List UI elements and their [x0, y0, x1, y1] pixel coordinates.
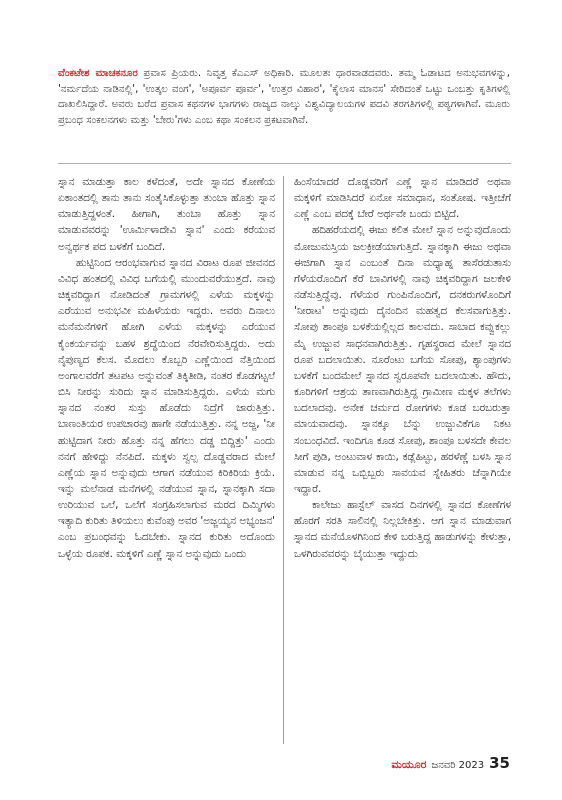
article-column-left — [58, 174, 275, 747]
paragraph: ಹದಿಹರೆಯದಲ್ಲಿ ಈಜು ಕಲಿತ ಮೇಲೆ ಸ್ನಾನ ಅನ್ನುವುದೊಂದು ಮೋಜುಮಸ್ತಿಯ ಜಲಕ್ರೀಡೆಯಾಗುತ್ತಿದೆ. ಸ್ನಾನಕ್ಕಾಗಿ ಈಜು ಅಥವಾ ಈಜಿಗಾಗಿ ಸ್ನಾನ ಎಂಬಂತೆ ದಿನಾ ಮಧ್ಯಾಹ್ನ ತಾಸೆರಡುತಾಸು ಗೆಳೆಯರೊಂದಿಗೆ ಕೆರೆ ಬಾವಿಗಳಲ್ಲಿ ನಾವು ಚಿಕ್ಕವರಿದ್ದಾಗ ಜಲಕೇಳಿ ನಡೆಸುತ್ತಿದ್ದೆವು. ಗೆಳೆಯರ ಗುಂಪಿನೊಂದಿಗೆ, ದನಕರುಗಳೊಂದಿಗೆ 'ನೀರಾಟ' ಅನ್ನುವುದು ದೈನಂದಿನ ಮಹತ್ವದ ಕೆಲಸವಾಗುತ್ತಿತ್ತು. ಸೋಪು ಶಾಂಪೂ ಬಳಕೆಯಲ್ಲಿಲ್ಲದ ಕಾಲವದು. ಸಾಬಾದ ಕವ್ವುಕಲ್ಲು ಮೈ ಉಜ್ಜುವ ಸಾಧನವಾಗಿರುತ್ತಿತ್ತು. ಗೃಹಸ್ಥರಾದ ಮೇಲೆ ಸ್ನಾನದ ರೂಪ ಬದಲಾಯಿತು. ನೂರೆಂಟು ಬಗೆಯ ಸೋಪು, ಶ್ಯಾಂಪುಗಳು ಬಳಕೆಗೆ ಬಂದಮೇಲೆ ಸ್ನಾನದ ಸ್ವರೂಪವೇ ಬದಲಾಯಿತು. ಹೌದು, ಕೂರಿಗಳಿಗೆ ಆಶ್ರಯ ತಾಣವಾಗಿರುತ್ತಿದ್ದ ಗ್ರಾಮೀಣ ಮಕ್ಕಳ ತಲೆಗಳು ಬದಲಾದವು. ಅನೇಕ ಚರ್ಮದ ರೋಗಗಳು ಕೂಡ ಬರಬರುತ್ತಾ ಮಾಯವಾದವು. ಸ್ನಾನಕ್ಕೂ ಬೆನ್ನು ಉಜ್ಜುವಿಕೆಗೂ ನಿಕಟ ಸಂಬಂಧವಿದೆ. ಇಂದಿಗೂ ಕೂಡ ಸೋಪು, ಶಾಂಪೂ ಬಳಸದೇ ಕೇವಲ ಸೀಗೆ ಪುಡಿ, ಅಂಟುವಾಳ ಕಾಯಿ, ಕಡ್ಲೆಹಿಟ್ಟು, ಹರಳೆಣ್ಣೆ ಬಳಸಿ ಸ್ನಾನ ಮಾಡುವ ನನ್ನ ಒಬ್ಬಿಬ್ಬರು ಸಾವಯವ ಸ್ನೇಹಿತರು ಚೆನ್ನಾಗಿಯೇ ಇದ್ದಾರೆ. — [294, 224, 511, 495]
issue-date: ಜನವರಿ 2023 — [431, 760, 485, 771]
paragraph: ಸ್ನಾನ ಮಾಡುತ್ತಾ ಕಾಲ ಕಳೆದಂತೆ, ಅದೇ ಸ್ನಾನದ ಕೋಣೆಯ ಏಕಾಂತದಲ್ಲಿ ತಾನು ತಾನು ಸಂತೈಸಿಕೊಳ್ಳುತ್ತಾ ತುಂಬಾ ಹೊತ್ತು ಸ್ನಾನ ಮಾಡುತ್ತಿದ್ದಳಂತೆ. ಹೀಗಾಗಿ, ತುಂಬಾ ಹೊತ್ತು ಸ್ನಾನ ಮಾಡುವವರನ್ನು 'ಊರ್ಮಿಳಾದೇವಿ ಸ್ನಾನ' ಎಂದು ಕರೆಯುವ ಅನ್ವರ್ಥಕ ಪದ ಬಳಕೆಗೆ ಬಂದಿದೆ. — [58, 176, 275, 253]
author-bio — [58, 66, 510, 162]
paragraph: ಕಾಲೇಜು ಹಾಸ್ಟೆಲ್ ವಾಸದ ದಿನಗಳಲ್ಲಿ ಸ್ನಾನದ ಕೋಣೆಗಳ ಹೊರಗೆ ಸರತಿ ಸಾಲಿನಲ್ಲಿ ನಿಲ್ಲಬೇಕಿತ್ತು. ಆಗ ಸ್ನಾನ ಮಾಡುವಾಗ ಸ್ನಾನದ ಮನೆಯೊಳಗಿನಿಂದ ಕೇಳಿ ಬರುತ್ತಿದ್ದ ಹಾಡುಗಳನ್ನು ಕೇಳುತ್ತಾ, ಒಳಗಿರುವವರನ್ನು ಬೈಯುತ್ತಾ ಇದ್ದುದು — [294, 499, 511, 560]
author-name: ವೆಂಕಟೇಶ ಮಾಚಕನೂರ — [58, 68, 138, 79]
article-column-right — [294, 174, 511, 747]
author-bio-text: ಪ್ರವಾಸ ಪ್ರಿಯರು. ನಿವೃತ್ತ ಕೆಎಎಸ್ ಅಧಿಕಾರಿ. ಮೂಲತಃ ಧಾರವಾಡದವರು. ತಮ್ಮ ಓಡಾಟದ ಅನುಭವಗಳನ್ನು, 'ನರ್ಮದೆಯ ನಾಡಿನಲ್ಲಿ', 'ಉತ್ಕಲ ವಂಗ', 'ಅಪೂರ್ವ ಪೂರ್ವ', 'ಉತ್ತರ ವಿಹಾರ', 'ಕೈಲಾಸ ಮಾನಸ' ಸೇರಿದಂತೆ ಒಟ್ಟು ಒಂಬತ್ತು ಕೃತಿಗಳಲ್ಲಿ ದಾಖಲಿಸಿದ್ದಾರೆ. ಅವರು ಬರೆದ ಪ್ರವಾಸ ಕಥನಗಳ ಭಾಗಗಳು ರಾಜ್ಯದ ನಾಲ್ಕು ವಿಶ್ವವಿದ್ಯಾಲಯಗಳ ಪದವಿ ತರಗತಿಗಳಲ್ಲಿ ಪಠ್ಯಗಳಾಗಿವೆ. ಮೂರು ಪ್ರಬಂಧ ಸಂಕಲನಗಳು ಮತ್ತು 'ಬೇರು'ಗಳು ಎಂಬ ಕಥಾ ಸಂಕಲನ ಪ್ರಕಟವಾಗಿವೆ. — [58, 68, 510, 126]
magazine-brand: ಮಯೂರ — [391, 758, 427, 771]
page-footer — [391, 754, 510, 776]
column-divider — [283, 176, 284, 744]
paragraph: ಹಿಂಸೆಯಾದರೆ ದೊಡ್ಡವರಿಗೆ ಎಣ್ಣೆ ಸ್ನಾನ ಮಾಡಿದರೆ ಅಥವಾ ಮಕ್ಕಳಿಗೆ ಮಾಡಿಸಿದರೆ ಏನೋ ಸಮಾಧಾನ, ಸಂತೋಷ. ಇತ್ತೀಚೆಗೆ ಎಣ್ಣೆ ಎಂಬ ಪದಕ್ಕೆ ಬೇರೆ ಅರ್ಥವೇ ಬಂದು ಬಿಟ್ಟಿದೆ. — [294, 176, 511, 221]
page-number: 35 — [489, 754, 510, 772]
bio-separator-rule — [58, 163, 511, 164]
paragraph: ಹುಟ್ಟಿನಿಂದ ಆರಂಭವಾಗುವ ಸ್ನಾನದ ವಿರಾಟ ರೂಪ ಜೀವನದ ವಿವಿಧ ಹಂತದಲ್ಲಿ ವಿವಿಧ ಬಗೆಯಲ್ಲಿ ಮುಂದುವರೆಯುತ್ತದೆ. ನಾವು ಚಿಕ್ಕವರಿದ್ದಾಗ ನೋಡಿದಂತೆ ಗ್ರಾಮಗಳಲ್ಲಿ ಎಳೆಯ ಮಕ್ಕಳನ್ನು ಎರೆಯುವ ಅನುಭವೀ ಮಹಿಳೆಯರು ಇದ್ದರು. ಅವರು ದಿನಾಲು ಮನೆಮನೆಗಳಿಗೆ ಹೋಗಿ ಎಳೆಯ ಮಕ್ಕಳನ್ನು ಎರೆಯುವ ಕೈಂಕರ್ಯವನ್ನು ಬಹಳ ಶ್ರದ್ಧೆಯಿಂದ ನೆರವೇರಿಸುತ್ತಿದ್ದರು. ಅದು ನೈಪುಣ್ಯದ ಕೆಲಸ. ಮೊದಲು ಕೊಬ್ಬರಿ ಎಣ್ಣೆಯಿಂದ ನೆತ್ತಿಯಿಂದ ಅಂಗಾಲವರೆಗೆ ತಟಪಟ ಅನ್ನುವಂತೆ ತಿಕ್ಕಿತೀಡಿ, ನಂತರ ಕೊಡಗಟ್ಟಲೆ ಬಿಸಿ ನೀರನ್ನು ಸುರಿದು ಸ್ನಾನ ಮಾಡಿಸುತ್ತಿದ್ದರು. ಎಳೆಯ ಮಗು ಸ್ನಾನದ ನಂತರ ಸುಸ್ತು ಹೊಡೆದು ನಿದ್ರೆಗೆ ಜಾರುತ್ತಿತ್ತು. ಬಾಣಂತಿಯರ ಉಪಚಾರವು ಹಾಗೇ ನಡೆಯುತ್ತಿತ್ತು. ನನ್ನ ಅಜ್ಜ, 'ನೀ ಹುಟ್ಟಿದಾಗ ನೀರು ಹೊತ್ತು ನನ್ನ ಹೆಗಲು ದಡ್ಡ ಬಿದ್ದಿತ್ತು' ಎಂದು ನನಗೆ ಹೇಳಿದ್ದು ನೆನಪಿದೆ. ಮಕ್ಕಳು ಸ್ವಲ್ಪ ದೊಡ್ಡವರಾದ ಮೇಲೆ ಎಣ್ಣೆಯ ಸ್ನಾನ ಅನ್ನುವುದು ಆಗಾಗ ನಡೆಯುವ ಕಿರಿಕಿರಿಯ ಕ್ರಿಯೆ. ಇನ್ನು ಮಲೆನಾಡ ಮನೆಗಳಲ್ಲಿ ನಡೆಯುವ ಸ್ನಾನ, ಸ್ನಾನಕ್ಕಾಗಿ ಸದಾ ಉರಿಯುವ ಒಲೆ, ಒಲೆಗೆ ಸಂಗ್ರಹಿಸಲಾಗುವ ಮರದ ದಿಮ್ಮಿಗಳು ಇತ್ಯಾದಿ ಕುರಿತು ತಿಳಿಯಲು ಕುವೆಂಪು ಅವರ 'ಅಜ್ಜಯ್ಯನ ಅಭ್ಯಂಜನ' ಎಂಬ ಪ್ರಬಂಧವನ್ನು ಓದಬೇಕು. ಸ್ನಾನದ ಕುರಿತು ಅದೊಂದು ಒಳ್ಳೆಯ ರೂಪಕ. ಮಕ್ಕಳಿಗೆ ಎಣ್ಣೆ ಸ್ನಾನ ಅನ್ನುವುದು ಒಂದು — [58, 256, 275, 560]
